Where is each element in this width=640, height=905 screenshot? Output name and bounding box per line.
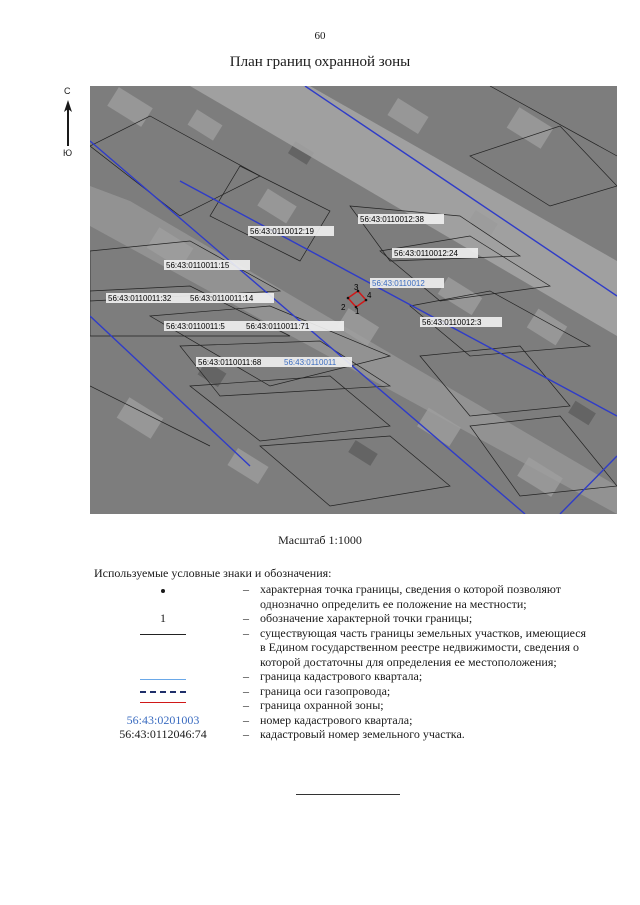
- parcel-border-symbol: [94, 626, 232, 641]
- point-label: 4: [367, 291, 372, 300]
- legend-item: – характерная точка границы, сведения о которой позволяют однозначно определить ее положение на местности;: [94, 582, 614, 611]
- parcel-label: 56:43:0110011:15: [166, 261, 230, 270]
- parcel-label: 56:43:0110011:14: [190, 294, 254, 303]
- point-label: 3: [354, 283, 359, 292]
- legend: [94, 582, 614, 742]
- gas-pipeline-symbol: [94, 684, 232, 699]
- parcel-label: 56:43:0110011:68: [198, 358, 262, 367]
- point-label: 1: [355, 307, 360, 316]
- arrow-up-icon: [62, 98, 74, 148]
- north-label: С: [64, 86, 71, 96]
- boundary-point-symbol: [94, 582, 232, 597]
- point-label: 2: [341, 303, 346, 312]
- parcel-label: 56:43:0110012:38: [360, 215, 424, 224]
- page-title: План границ охранной зоны: [229, 54, 411, 70]
- footer-divider: [296, 794, 400, 795]
- parcel-label: 56:43:0110012:3: [422, 318, 482, 327]
- point-number-symbol: 1: [160, 611, 166, 625]
- legend-item: – существующая часть границы земельных участков, имеющиеся в Едином государственном реестре недвижимости, сведения о которой достаточны для определения ее местоположения;: [94, 626, 614, 670]
- south-label: Ю: [63, 148, 73, 158]
- map-scale: Масштаб 1:1000: [278, 533, 362, 547]
- parcel-label: 56:43:0110011:5: [166, 322, 225, 331]
- legend-title: Используемые условные знаки и обозначения:: [94, 566, 332, 580]
- page-number: 60: [314, 30, 326, 42]
- quarter-number-symbol: 56:43:0201003: [126, 712, 200, 727]
- quarter-label: 56:43:0110012: [372, 279, 425, 288]
- parcel-label: 56:43:0110011:71: [246, 322, 310, 331]
- protection-zone-symbol: [94, 698, 232, 713]
- legend-item: 56:43:0201003 – номер кадастрового квартала;: [94, 713, 614, 728]
- cadastral-map: [90, 86, 617, 514]
- legend-item: 1 – обозначение характерной точки границы;: [94, 611, 614, 626]
- legend-item: – граница оси газопровода;: [94, 684, 614, 699]
- parcel-number-symbol: 56:43:0112046:74: [119, 727, 207, 741]
- quarter-label: 56:43:0110011: [284, 358, 337, 367]
- parcel-label: 56:43:0110012:24: [394, 249, 458, 258]
- legend-item: – граница кадастрового квартала;: [94, 669, 614, 684]
- legend-item: 56:43:0112046:74 – кадастровый номер земельного участка.: [94, 727, 614, 742]
- north-arrow: [58, 86, 78, 166]
- parcel-label: 56:43:0110011:32: [108, 294, 172, 303]
- legend-item: – граница охранной зоны;: [94, 698, 614, 713]
- parcel-label: 56:43:0110012:19: [250, 227, 314, 236]
- quarter-border-symbol: [94, 669, 232, 684]
